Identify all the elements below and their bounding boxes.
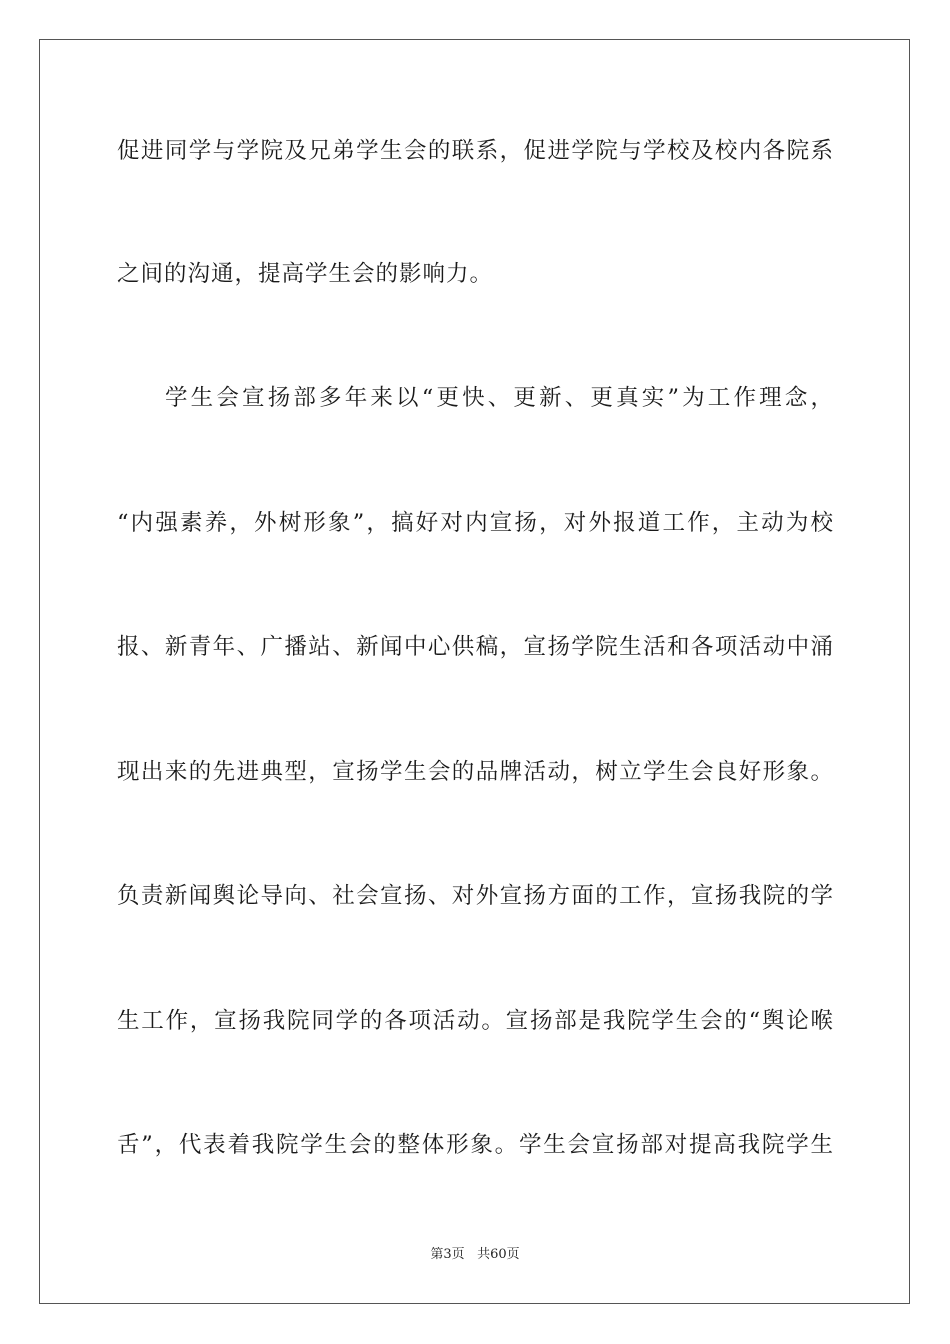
text-line: 促进同学与学院及兄弟学生会的联系，促进学院与学校及校内各院系	[117, 138, 833, 164]
text-line: 之间的沟通，提高学生会的影响力。	[117, 261, 494, 287]
page-footer	[0, 1245, 950, 1265]
total-pages: 共60页	[477, 1247, 520, 1262]
text-line: 生工作，宣扬我院同学的各项活动。宣扬部是我院学生会的“舆论喉	[117, 1008, 833, 1034]
current-page-number: 第3页	[430, 1247, 465, 1262]
text-line: “内强素养，外树形象”，搞好对内宣扬，对外报道工作，主动为校	[117, 510, 833, 536]
text-line: 报、新青年、广播站、新闻中心供稿，宣扬学院生活和各项活动中涌	[117, 634, 833, 660]
text-line: 现出来的先进典型，宣扬学生会的品牌活动，树立学生会良好形象。	[117, 759, 833, 785]
page-border	[39, 39, 910, 1304]
text-line: 舌”，代表着我院学生会的整体形象。学生会宣扬部对提高我院学生	[117, 1132, 833, 1158]
text-line: 学生会宣扬部多年来以“更快、更新、更真实”为工作理念，	[165, 385, 833, 411]
text-line: 负责新闻舆论导向、社会宣扬、对外宣扬方面的工作，宣扬我院的学	[117, 883, 833, 909]
